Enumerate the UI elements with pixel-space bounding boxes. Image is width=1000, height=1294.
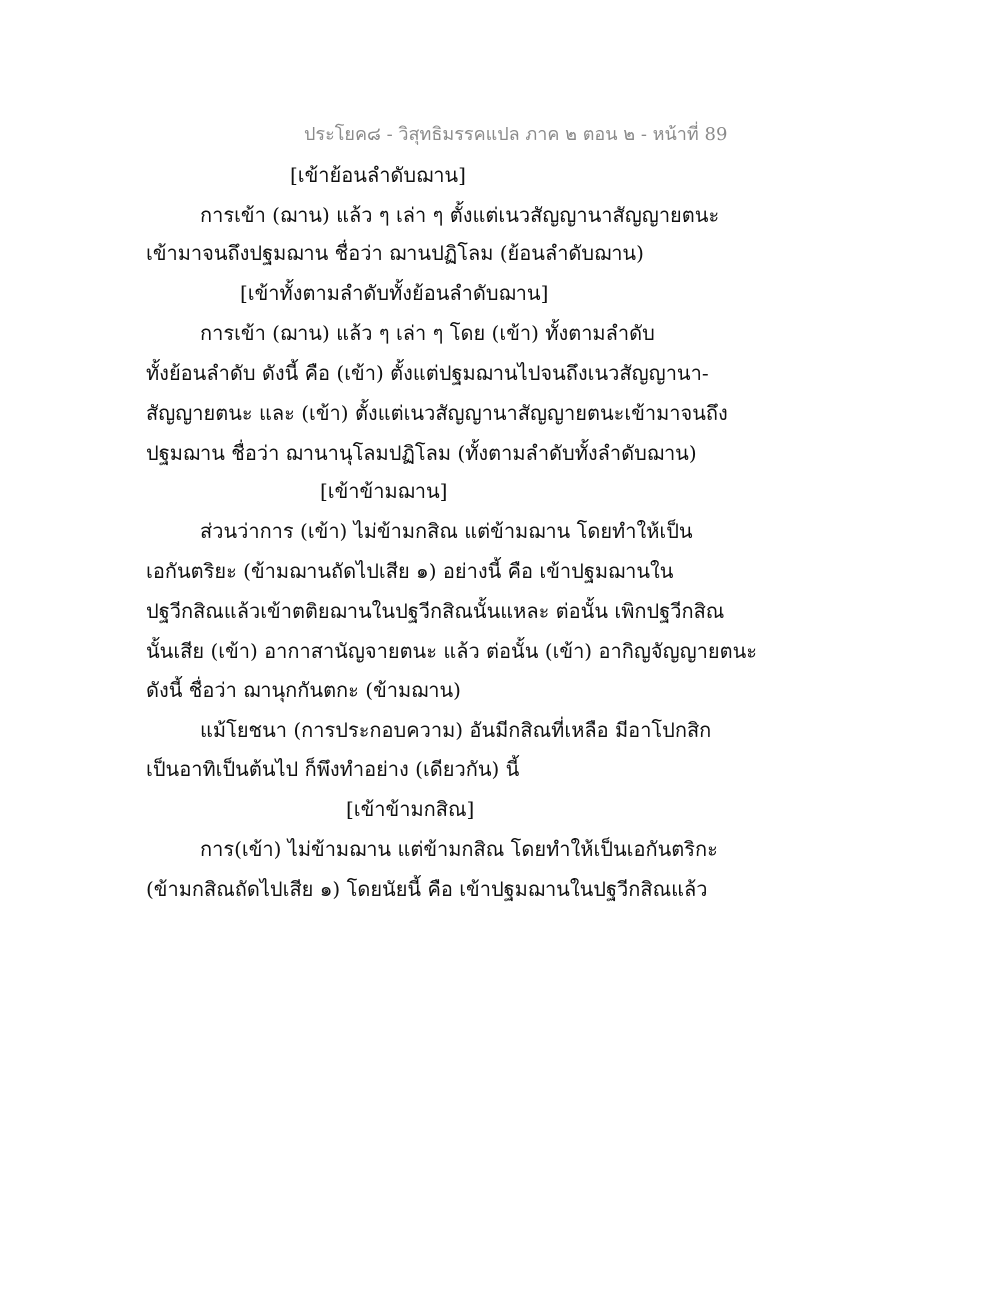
section-heading-skip-jhana: [เข้าข้ามฌาน] (320, 479, 448, 503)
section-heading-reverse-order: [เข้าย้อนลำดับฌาน] (290, 163, 466, 187)
paragraph-line: เอกันตริยะ (ข้ามฌานถัดไปเสีย ๑) อย่างนี้ คือ เข้าปฐมฌานใน (146, 559, 674, 583)
paragraph-line: แม้โยชนา (การประกอบความ) อันมีกสิณที่เหลือ มีอาโปกสิก (200, 718, 712, 742)
paragraph-line: ปฐมฌาน ชื่อว่า ฌานานุโลมปฏิโลม (ทั้งตามลำดับทั้งลำดับฌาน) (146, 441, 697, 465)
running-header: ประโยค๘ - วิสุทธิมรรคแปล ภาค ๒ ตอน ๒ - หน้าที่ 89 (304, 124, 728, 145)
paragraph-line: เข้ามาจนถึงปฐมฌาน ชื่อว่า ฌานปฏิโลม (ย้อนลำดับฌาน) (146, 241, 644, 265)
section-heading-skip-kasina: [เข้าข้ามกสิณ] (346, 797, 475, 821)
paragraph-line: การ(เข้า) ไม่ข้ามฌาน แต่ข้ามกสิณ โดยทำให้เป็นเอกันตริกะ (200, 837, 718, 861)
paragraph-line: ทั้งย้อนลำดับ ดังนี้ คือ (เข้า) ตั้งแต่ปฐมฌานไปจนถึงเนวสัญญานา- (146, 361, 709, 385)
section-heading-forward-reverse: [เข้าทั้งตามลำดับทั้งย้อนลำดับฌาน] (240, 281, 549, 305)
paragraph-line: การเข้า (ฌาน) แล้ว ๆ เล่า ๆ ตั้งแต่เนวสัญญานาสัญญายตนะ (200, 203, 720, 227)
paragraph-line: (ข้ามกสิณถัดไปเสีย ๑) โดยนัยนี้ คือ เข้าปฐมฌานในปฐวีกสิณแล้ว (146, 877, 708, 901)
paragraph-line: ปฐวีกสิณแล้วเข้าตติยฌานในปฐวีกสิณนั้นแหละ ต่อนั้น เพิกปฐวีกสิณ (146, 599, 725, 623)
paragraph-line: ดังนี้ ชื่อว่า ฌานุกกันตกะ (ข้ามฌาน) (146, 678, 461, 702)
paragraph-line: ส่วนว่าการ (เข้า) ไม่ข้ามกสิณ แต่ข้ามฌาน โดยทำให้เป็น (200, 519, 693, 543)
paragraph-line: การเข้า (ฌาน) แล้ว ๆ เล่า ๆ โดย (เข้า) ทั้งตามลำดับ (200, 321, 655, 345)
paragraph-line: เป็นอาทิเป็นต้นไป ก็พึงทำอย่าง (เดียวกัน) นี้ (146, 757, 520, 781)
paragraph-line: สัญญายตนะ และ (เข้า) ตั้งแต่เนวสัญญานาสัญญายตนะเข้ามาจนถึง (146, 401, 728, 425)
paragraph-line: นั้นเสีย (เข้า) อากาสานัญจายตนะ แล้ว ต่อนั้น (เข้า) อากิญจัญญายตนะ (146, 639, 758, 663)
